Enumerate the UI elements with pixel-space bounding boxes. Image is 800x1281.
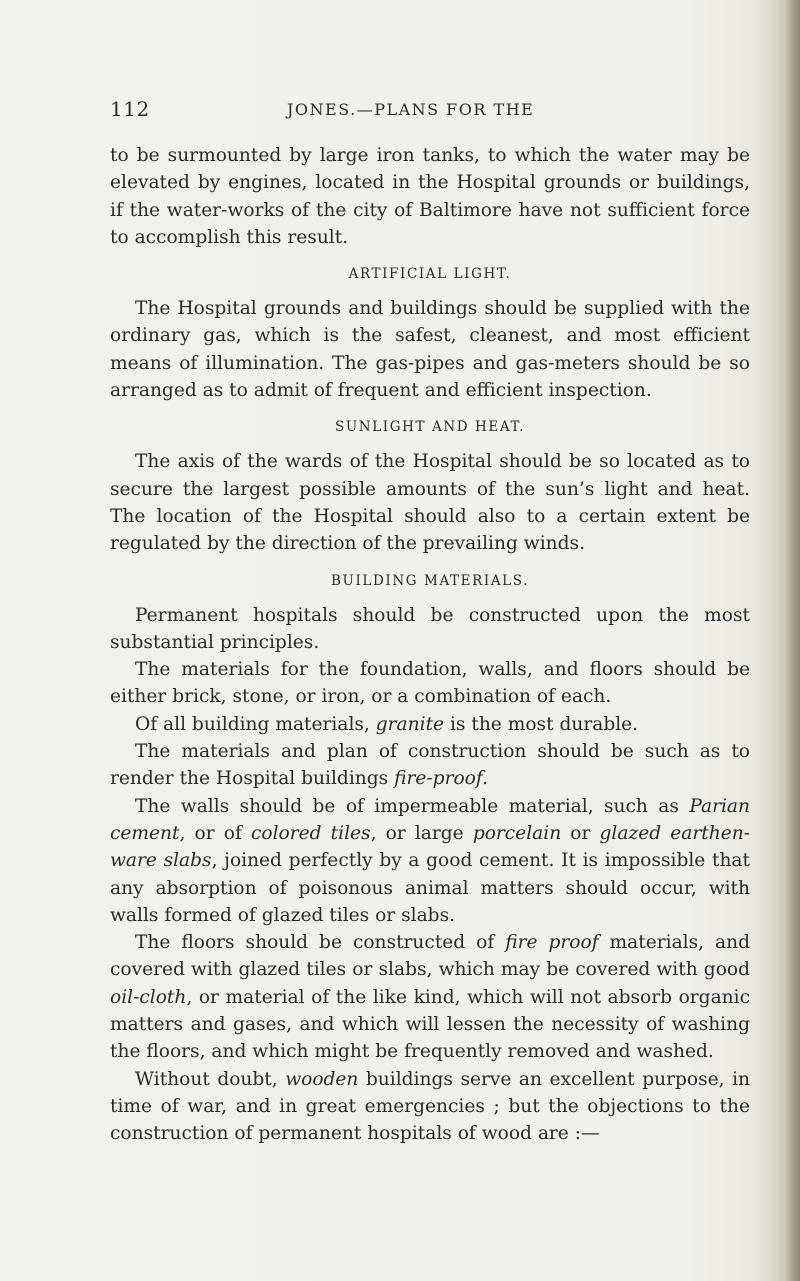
emphasis-fire-proof-floors: fire proof <box>505 932 599 954</box>
heading-sunlight-and-heat: SUNLIGHT AND HEAT. <box>334 419 525 436</box>
emphasis-glazed-earthenware: glazed earthen-ware slabs <box>110 822 750 872</box>
building-paragraph-4: The materials and plan of construction should be such as to render the Hospital buildings fire-proof. <box>110 741 750 790</box>
emphasis-colored-tiles: colored tiles <box>250 822 371 844</box>
page-header <box>110 97 750 123</box>
sunlight-paragraph: The axis of the wards of the Hospital should be so located as to secure the largest possible amounts of the sun’s light and heat. The location of the Hospital should also to a certain extent be regulated by the direction of the prevailing winds. <box>110 451 750 555</box>
heading-building-materials: BUILDING MATERIALS. <box>330 572 529 589</box>
building-paragraph-5: The walls should be of impermeable material, such as Parian cement, or of colored tiles, or large porcelain or glazed earthen-ware slabs, joined perfectly by a good cement. It is impossible that any absorption of poisonous animal matters should occur, with walls formed of glazed tiles or slabs. <box>110 795 750 926</box>
building-paragraph-6: The floors should be constructed of fire proof materials, and covered with glazed tiles or slabs, which may be covered with good oil-cloth, or material of the like kind, which will not absorb organic matters and gases, and which will lessen the necessity of washing the floors, and which might be frequently removed and washed. <box>110 932 751 1063</box>
page-edge-shadow <box>778 0 800 1281</box>
page-body <box>110 142 750 1148</box>
building-paragraph-7: Without doubt, wooden buildings serve an excellent purpose, in time of war, and in great emergencies ; but the objections to the construction of permanent hospitals of wood are :— <box>110 1068 750 1145</box>
running-head: JONES.—PLANS FOR THE <box>287 100 535 119</box>
artificial-light-paragraph: The Hospital grounds and buildings should be supplied with the ordinary gas, which is the safest, cleanest, and most efficient means of illumination. The gas-pipes and gas-meters should be so arranged as to admit of frequent and efficient inspection. <box>110 298 750 402</box>
building-paragraph-1: Permanent hospitals should be constructed upon the most substantial principles. <box>110 604 750 653</box>
building-paragraph-2: The materials for the foundation, walls, and floors should be either brick, stone, or iron, or a combination of each. <box>110 659 750 708</box>
emphasis-porcelain: porcelain <box>472 822 562 844</box>
emphasis-fire-proof: fire-proof. <box>394 768 488 790</box>
intro-paragraph: to be surmounted by large iron tanks, to which the water may be elevated by engines, located in the Hospital grounds or buildings, if the water-works of the city of Baltimore have not sufficient force to accomplish this result. <box>110 145 750 248</box>
emphasis-parian-cement: Parian cement <box>110 795 750 844</box>
emphasis-granite: granite <box>375 713 445 735</box>
emphasis-oil-cloth: oil-cloth <box>110 986 187 1008</box>
emphasis-wooden: wooden <box>285 1068 359 1090</box>
building-paragraph-3: Of all building materials, granite is the most durable. <box>135 713 639 735</box>
page-number: 112 <box>110 97 150 121</box>
heading-artificial-light: ARTIFICIAL LIGHT. <box>348 266 512 283</box>
